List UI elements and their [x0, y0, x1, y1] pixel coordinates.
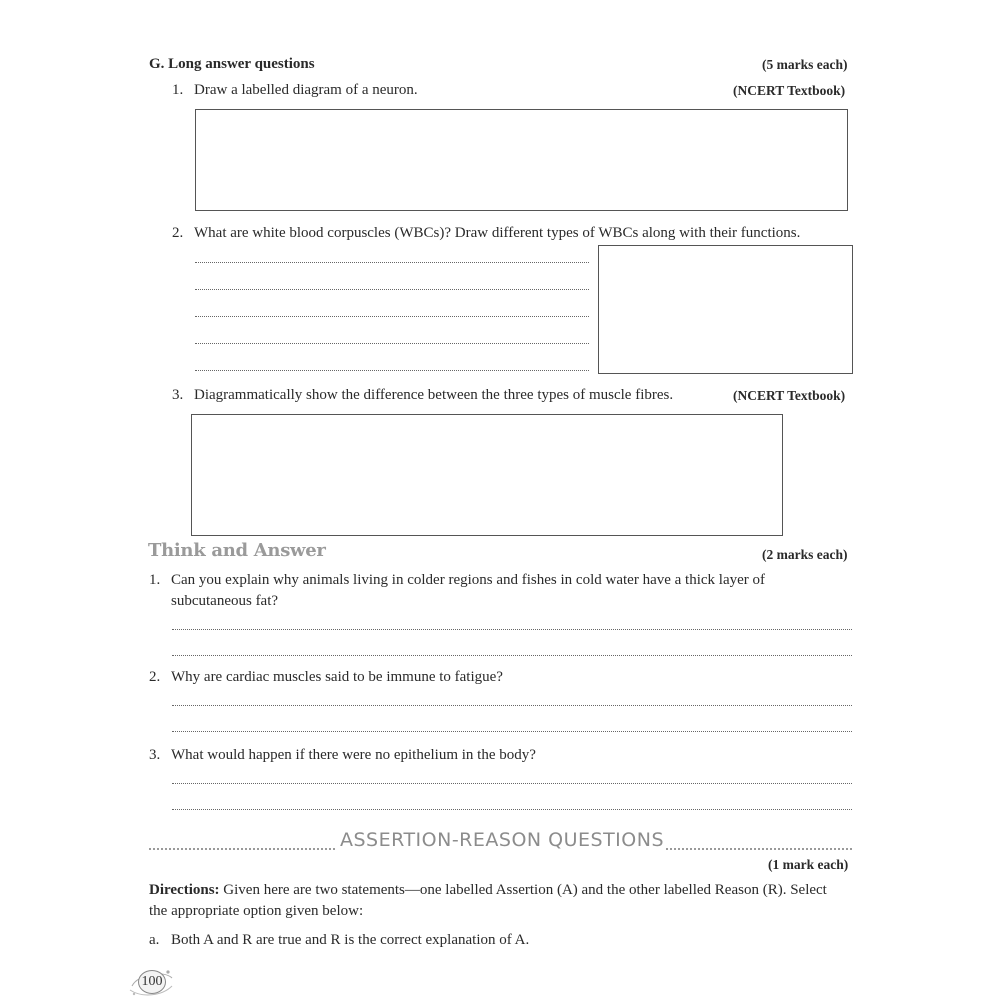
- question-number: 1.: [172, 82, 184, 98]
- muscle-fibres-drawing-box[interactable]: [191, 414, 783, 536]
- think-and-answer-heading: Think and Answer: [148, 540, 326, 561]
- page-number-badge: [128, 964, 174, 998]
- directions-label: Directions:: [149, 882, 220, 898]
- question-text: What are white blood corpuscles (WBCs)? Draw different types of WBCs along with their functions.: [194, 225, 801, 241]
- answer-line[interactable]: [195, 343, 589, 344]
- answer-line[interactable]: [195, 316, 589, 317]
- heading-dotted-rule-right: [666, 848, 852, 850]
- option-a: [149, 930, 529, 950]
- neuron-drawing-box[interactable]: [195, 109, 848, 211]
- option-text: Both A and R are true and R is the correct explanation of A.: [171, 932, 530, 948]
- think-question-1: [149, 570, 765, 590]
- heading-dotted-rule-left: [149, 848, 335, 850]
- answer-line[interactable]: [172, 731, 852, 732]
- directions-line-1: [149, 880, 827, 900]
- think-marks: (2 marks each): [762, 547, 848, 562]
- question-number: 3.: [149, 747, 161, 763]
- wbc-drawing-box[interactable]: [598, 245, 853, 374]
- question-number: 3.: [172, 387, 184, 403]
- page-number: 100: [138, 970, 166, 994]
- answer-line[interactable]: [172, 705, 852, 706]
- question-text-line-1: Can you explain why animals living in colder regions and fishes in cold water have a thick layer of: [171, 572, 766, 588]
- answer-line[interactable]: [172, 629, 852, 630]
- question-number: 2.: [172, 225, 184, 241]
- answer-line[interactable]: [172, 783, 852, 784]
- ncert-source-label: (NCERT Textbook): [733, 83, 846, 98]
- directions-text: Given here are two statements—one labelled Assertion (A) and the other labelled Reason (R). Select: [219, 882, 827, 898]
- question-number: 1.: [149, 572, 161, 588]
- section-g-heading: G. Long answer questions: [149, 56, 315, 72]
- directions-line-2: the appropriate option given below:: [149, 903, 364, 919]
- answer-line[interactable]: [195, 262, 589, 263]
- question-text-line-2: subcutaneous fat?: [171, 593, 279, 609]
- think-question-3: [149, 745, 536, 765]
- ncert-source-label: (NCERT Textbook): [733, 388, 846, 403]
- answer-line[interactable]: [172, 655, 852, 656]
- question-number: 2.: [149, 669, 161, 685]
- assertion-reason-heading: ASSERTION-REASON QUESTIONS: [340, 829, 665, 851]
- answer-line[interactable]: [195, 289, 589, 290]
- question-1: [172, 80, 418, 100]
- section-g-marks: (5 marks each): [762, 57, 848, 72]
- question-text: Draw a labelled diagram of a neuron.: [194, 82, 418, 98]
- answer-line[interactable]: [172, 809, 852, 810]
- question-text: Diagrammatically show the difference between the three types of muscle fibres.: [194, 387, 674, 403]
- question-2: [172, 223, 800, 243]
- assertion-marks: (1 mark each): [768, 857, 849, 872]
- answer-line[interactable]: [195, 370, 589, 371]
- think-question-2: [149, 667, 503, 687]
- option-label: a.: [149, 932, 160, 948]
- question-text: Why are cardiac muscles said to be immune to fatigue?: [171, 669, 503, 685]
- question-3: [172, 385, 673, 405]
- question-text: What would happen if there were no epithelium in the body?: [171, 747, 536, 763]
